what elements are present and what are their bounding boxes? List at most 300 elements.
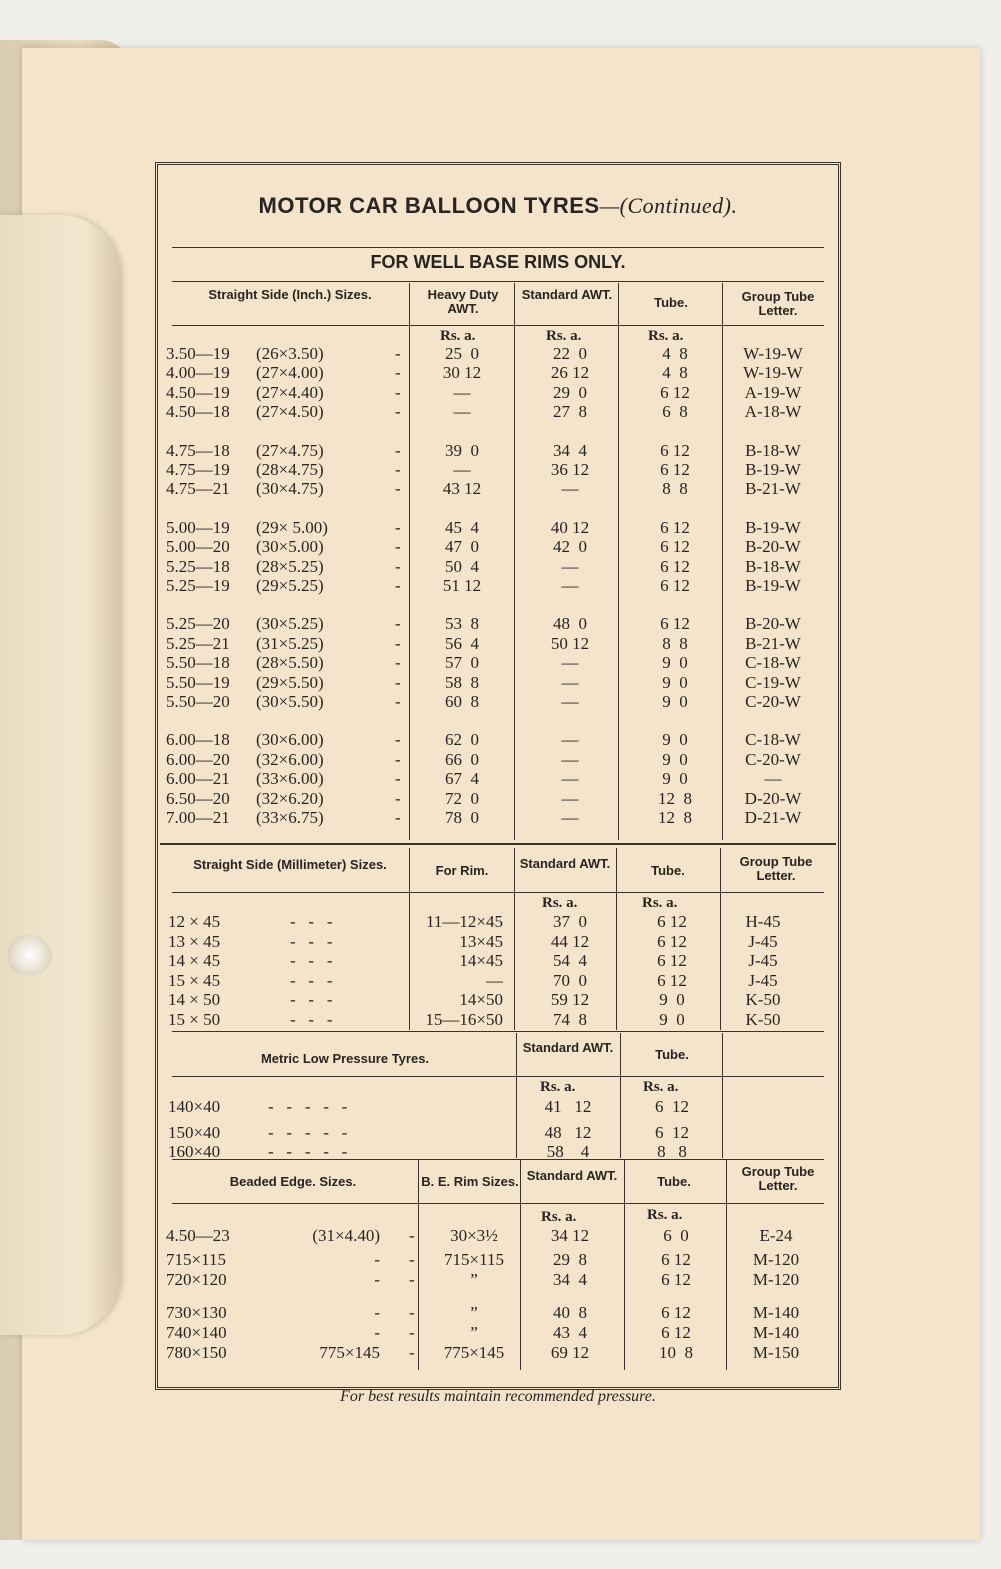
tube-price-cell: 6 0 [663,1226,689,1245]
heavy-duty-price-cell: 56 4 [445,633,479,653]
rim-cell: 11—12×45 [426,912,503,931]
table-row [0,518,1001,538]
dash-cell: - - - [290,951,333,970]
table-row [0,990,1001,1010]
standard-price-cell: 59 12 [550,990,590,1009]
dash-cell: - [395,479,401,499]
tube-price-cell: 8 8 [662,633,688,653]
equivalent-size-cell: (29×5.25) [256,576,324,595]
equivalent-size-cell: (26×3.50) [256,344,324,363]
group-tube-letter-cell: D-21-W [744,808,802,827]
dash-cell: - [395,382,401,402]
table-row [0,479,1001,499]
equivalent-size-cell: (31×4.40) [312,1226,380,1245]
group-tube-letter-cell: K-50 [745,990,781,1009]
be-rim-size-cell: 775×145 [443,1343,505,1362]
size-cell: 5.00—19 [166,517,230,537]
group-tube-letter-cell: C-20-W [745,749,801,769]
size-cell: 4.75—19 [166,460,230,479]
tube-price-cell: 12 8 [658,808,692,827]
dash-cell: - [395,633,401,653]
standard-price-cell: 40 12 [550,517,590,537]
equivalent-size-cell: (31×5.25) [256,633,324,653]
group-tube-letter-cell: C-20-W [745,692,801,711]
header-standard: Standard AWT. [519,856,611,871]
dash-cell: - [395,730,401,750]
group-tube-letter-cell: W-19-W [743,363,803,383]
group-tube-letter-cell: M-120 [752,1270,800,1289]
equivalent-size-cell: - [374,1303,380,1322]
divider [172,247,824,248]
table-row [0,383,1001,403]
rim-cell: 15—16×50 [425,1009,503,1029]
size-cell: 5.25—19 [166,576,230,595]
heavy-duty-price-cell: 43 12 [442,479,482,499]
group-tube-letter-cell: C-18-W [745,730,801,750]
dash-cell: - - - [290,912,333,931]
group-tube-letter-cell: A-18-W [744,402,802,422]
tube-price-cell: 6 12 [660,460,690,479]
footer-note: For best results maintain recommended pressure. [340,1388,656,1405]
heavy-duty-price-cell: 67 4 [445,769,479,789]
tube-price-cell: 8 8 [662,479,688,499]
header-beaded-edge: Beaded Edge. Sizes. [229,1174,357,1189]
size-cell: 4.50—19 [166,382,230,402]
table-row [0,769,1001,789]
group-tube-letter-cell: C-19-W [745,672,801,692]
table-row [0,1303,1001,1323]
unit-label: Rs. a. [541,1209,577,1225]
group-tube-letter-cell: W-19-W [743,344,803,363]
tube-price-cell: 9 0 [662,653,688,673]
standard-price-cell: 42 0 [553,537,587,557]
table-row [0,1226,1001,1246]
table-row [0,1343,1001,1363]
standard-price-cell: 54 4 [553,951,587,970]
table-row [0,634,1001,654]
standard-price-cell: 26 12 [550,363,590,383]
heavy-duty-price-cell: 51 12 [442,576,482,595]
size-cell: 5.50—18 [166,653,230,673]
standard-price-cell: — [561,556,579,576]
title-continued: —(Continued). [599,193,738,218]
dash-cell: - [395,556,401,576]
dash-cell: - [395,402,401,422]
dash-cell: - [395,749,401,769]
dash-cell: - [395,344,401,363]
equivalent-size-cell: - [374,1250,380,1269]
size-cell: 14 × 50 [168,990,221,1009]
table-row [0,1010,1001,1030]
dash-cell: - [395,440,401,460]
tube-price-cell: 10 8 [659,1343,693,1362]
table-row [0,673,1001,693]
table-row [0,730,1001,750]
heavy-duty-price-cell: 78 0 [445,808,479,827]
size-cell: 160×40 [168,1142,221,1161]
heavy-duty-price-cell: 50 4 [445,556,479,576]
standard-price-cell: 69 12 [550,1343,590,1362]
size-cell: 3.50—19 [166,344,230,363]
size-cell: 715×115 [166,1250,226,1269]
standard-price-cell: 74 8 [553,1009,587,1029]
standard-price-cell: 22 0 [553,344,587,363]
standard-price-cell: — [561,479,579,499]
equivalent-size-cell: (30×5.00) [256,537,324,557]
heavy-duty-price-cell: 45 4 [445,517,479,537]
standard-price-cell: 50 12 [550,633,590,653]
unit-label: Rs. a. [542,895,578,911]
equivalent-size-cell: (30×4.75) [256,479,324,499]
divider [172,892,824,893]
standard-price-cell: 48 12 [544,1123,592,1142]
table-row [0,1123,1001,1143]
heavy-duty-price-cell: 25 0 [445,344,479,363]
group-tube-letter-cell: — [764,769,782,789]
group-tube-letter-cell: B-18-W [745,440,801,460]
group-tube-letter-cell: C-18-W [745,653,801,673]
table-row [0,971,1001,991]
standard-price-cell: 29 0 [553,382,587,402]
heavy-duty-price-cell: 30 12 [442,363,482,383]
table-row [0,537,1001,557]
group-tube-letter-cell: A-19-W [744,382,802,402]
unit-label: Rs. a. [647,1207,683,1223]
equivalent-size-cell: (33×6.00) [256,769,324,789]
table-row [0,912,1001,932]
equivalent-size-cell: (30×6.00) [256,730,324,750]
tube-price-cell: 9 0 [659,1009,685,1029]
dash-cell: - [395,363,401,383]
group-tube-letter-cell: M-140 [752,1323,800,1342]
equivalent-size-cell: - [374,1270,380,1289]
heavy-duty-price-cell: 66 0 [445,749,479,769]
group-tube-letter-cell: B-19-W [745,517,801,537]
heavy-duty-price-cell: — [453,382,471,402]
heavy-duty-price-cell: — [453,402,471,422]
standard-price-cell: — [561,730,579,750]
table-row [0,1097,1001,1117]
tube-price-cell: 9 0 [662,730,688,750]
rim-cell: — [486,970,503,990]
size-cell: 6.50—20 [166,788,230,808]
header-standard: Standard AWT. [521,287,613,302]
size-cell: 4.75—21 [166,479,230,499]
group-tube-letter-cell: B-19-W [745,460,801,479]
size-cell: 5.25—21 [166,633,230,653]
equivalent-size-cell: (32×6.20) [256,788,324,808]
size-cell: 4.00—19 [166,363,230,383]
be-rim-size-cell: 30×3½ [450,1226,498,1245]
table-row [0,789,1001,809]
tube-price-cell: 6 12 [660,517,690,537]
be-rim-size-cell: ” [470,1303,478,1322]
group-tube-letter-cell: H-45 [745,912,781,931]
group-tube-letter-cell: B-20-W [745,537,801,557]
tube-price-cell: 12 8 [658,788,692,808]
dash-cell: - [395,672,401,692]
tube-price-cell: 6 12 [655,1097,689,1116]
heavy-duty-price-cell: 39 0 [445,440,479,460]
table-row [0,1250,1001,1270]
dash-cell: - [395,537,401,557]
tube-price-cell: 6 12 [660,440,690,460]
table-row [0,344,1001,364]
dash-cell: - [409,1270,415,1289]
table-row [0,1323,1001,1343]
tube-price-cell: 6 8 [662,402,688,422]
tube-price-cell: 6 12 [657,931,687,951]
table-row [0,363,1001,383]
divider [172,1076,824,1077]
table-row [0,557,1001,577]
standard-price-cell: 70 0 [553,970,587,990]
header-standard: Standard AWT. [526,1168,618,1183]
tube-price-cell: 9 0 [659,990,685,1009]
table-row [0,460,1001,480]
size-cell: 150×40 [168,1123,221,1142]
table-row [0,653,1001,673]
tube-price-cell: 6 12 [657,970,687,990]
group-tube-letter-cell: J-45 [748,951,778,970]
size-cell: 5.25—18 [166,556,230,576]
header-metric-low-pressure: Metric Low Pressure Tyres. [260,1051,430,1066]
equivalent-size-cell: (28×4.75) [256,460,324,479]
table-row [0,441,1001,461]
group-tube-letter-cell: K-50 [745,1009,781,1029]
equivalent-size-cell: (28×5.25) [256,556,324,576]
standard-price-cell: 44 12 [550,931,590,951]
tube-price-cell: 4 8 [662,363,688,383]
divider [172,1031,824,1032]
unit-label: Rs. a. [642,895,678,911]
tube-price-cell: 4 8 [662,344,688,363]
size-cell: 4.50—23 [166,1226,230,1245]
standard-price-cell: — [561,788,579,808]
equivalent-size-cell: (27×4.50) [256,402,324,422]
heavy-duty-price-cell: 57 0 [445,653,479,673]
size-cell: 740×140 [166,1323,227,1342]
dash-cell: - [409,1303,415,1322]
equivalent-size-cell: 775×145 [319,1343,380,1362]
dash-cell: - - - - - [268,1123,348,1142]
table-row [0,951,1001,971]
size-cell: 5.00—20 [166,537,230,557]
standard-price-cell: — [561,808,579,827]
dash-cell: - - - [290,970,333,990]
unit-label: Rs. a. [643,1079,679,1095]
dash-cell: - [409,1343,415,1362]
group-tube-letter-cell: B-20-W [745,614,801,634]
header-straight-side-inch: Straight Side (Inch.) Sizes. [208,287,372,302]
rim-cell: 14×50 [459,990,503,1009]
tube-price-cell: 8 8 [657,1142,687,1161]
dash-cell: - [395,808,401,827]
rim-cell: 13×45 [459,931,503,951]
equivalent-size-cell: (27×4.40) [256,382,324,402]
table-row [0,808,1001,828]
size-cell: 15 × 50 [168,1009,221,1029]
size-cell: 4.75—18 [166,440,230,460]
tube-price-cell: 6 12 [661,1250,691,1269]
size-cell: 14 × 45 [168,951,221,970]
equivalent-size-cell: (29×5.50) [256,672,324,692]
dash-cell: - [395,517,401,537]
header-tube: Tube. [657,1174,691,1189]
divider [172,325,824,326]
header-heavy-duty: Heavy Duty AWT. [427,287,499,316]
dash-cell: - - - - - [268,1097,348,1116]
standard-price-cell: 37 0 [553,912,587,931]
dash-cell: - - - [290,931,333,951]
equivalent-size-cell: (27×4.75) [256,440,324,460]
heavy-duty-price-cell: 72 0 [445,788,479,808]
standard-price-cell: — [561,653,579,673]
size-cell: 5.50—19 [166,672,230,692]
size-cell: 140×40 [168,1097,221,1116]
unit-label: Rs. a. [546,328,582,344]
unit-label: Rs. a. [540,1079,576,1095]
header-group-tube-letter: Group Tube Letter. [741,1164,815,1193]
dash-cell: - - - [290,990,333,1009]
standard-price-cell: 34 4 [553,440,587,460]
size-cell: 720×120 [166,1270,227,1289]
size-cell: 12 × 45 [168,912,221,931]
heavy-duty-price-cell: — [453,460,471,479]
table-row [0,576,1001,596]
unit-label: Rs. a. [648,328,684,344]
table-row [0,614,1001,634]
page-title [160,193,836,219]
header-be-rim-sizes: B. E. Rim Sizes. [421,1174,519,1189]
heavy-duty-price-cell: 58 8 [445,672,479,692]
standard-price-cell: 34 4 [553,1270,587,1289]
equivalent-size-cell: (30×5.25) [256,614,324,634]
standard-price-cell: 29 8 [553,1250,587,1269]
group-tube-letter-cell: D-20-W [744,788,802,808]
dash-cell: - - - [290,1009,333,1029]
dash-cell: - [395,614,401,634]
heavy-duty-price-cell: 47 0 [445,537,479,557]
tube-price-cell: 6 12 [660,614,690,634]
standard-price-cell: 34 12 [550,1226,590,1245]
group-tube-letter-cell: M-140 [752,1303,800,1322]
header-for-rim: For Rim. [435,863,489,878]
be-rim-size-cell: ” [470,1323,478,1342]
header-standard: Standard AWT. [522,1040,614,1055]
table-row [0,932,1001,952]
dash-cell: - [409,1226,415,1245]
rim-cell: 14×45 [459,951,503,970]
equivalent-size-cell: (30×5.50) [256,692,324,711]
size-cell: 6.00—21 [166,769,230,789]
size-cell: 780×150 [166,1343,227,1362]
header-group-tube-letter: Group Tube Letter. [741,289,815,318]
group-tube-letter-cell: B-19-W [745,576,801,595]
standard-price-cell: — [561,769,579,789]
subtitle: FOR WELL BASE RIMS ONLY. [370,252,626,272]
size-cell: 13 × 45 [168,931,221,951]
size-cell: 15 × 45 [168,970,221,990]
tube-price-cell: 6 12 [655,1123,689,1142]
group-tube-letter-cell: M-120 [752,1250,800,1269]
standard-price-cell: — [561,749,579,769]
tube-price-cell: 6 12 [660,537,690,557]
size-cell: 5.25—20 [166,614,230,634]
tube-price-cell: 6 12 [657,951,687,970]
divider [172,281,824,282]
tube-price-cell: 6 12 [657,912,687,931]
tube-price-cell: 6 12 [661,1303,691,1322]
size-cell: 730×130 [166,1303,227,1322]
standard-price-cell: — [561,576,579,595]
table-row [0,750,1001,770]
table-row [0,402,1001,422]
dash-cell: - [395,653,401,673]
size-cell: 7.00—21 [166,808,230,827]
header-tube: Tube. [655,1047,689,1062]
tube-price-cell: 9 0 [662,672,688,692]
header-straight-side-mm: Straight Side (Millimeter) Sizes. [193,857,387,872]
group-tube-letter-cell: E-24 [759,1226,793,1245]
equivalent-size-cell: (32×6.00) [256,749,324,769]
dash-cell: - [395,460,401,479]
standard-price-cell: 58 4 [546,1142,590,1161]
group-tube-letter-cell: J-45 [748,931,778,951]
equivalent-size-cell: - [374,1323,380,1342]
tube-price-cell: 6 12 [661,1270,691,1289]
tube-price-cell: 6 12 [660,576,690,595]
standard-price-cell: 36 12 [550,460,590,479]
dash-cell: - [395,692,401,711]
standard-price-cell: — [561,692,579,711]
equivalent-size-cell: (28×5.50) [256,653,324,673]
tube-price-cell: 6 12 [660,382,690,402]
dash-cell: - - - - - [268,1142,348,1161]
dash-cell: - [409,1250,415,1269]
heavy-duty-price-cell: 53 8 [445,614,479,634]
group-tube-letter-cell: M-150 [752,1343,800,1362]
group-tube-letter-cell: B-21-W [745,633,801,653]
standard-price-cell: 43 4 [553,1323,587,1342]
equivalent-size-cell: (27×4.00) [256,363,324,383]
table-row [0,1270,1001,1290]
dash-cell: - [409,1323,415,1342]
dash-cell: - [395,788,401,808]
be-rim-size-cell: 715×115 [444,1250,504,1269]
heavy-duty-price-cell: 60 8 [445,692,479,711]
header-tube: Tube. [651,863,685,878]
group-tube-letter-cell: B-18-W [745,556,801,576]
header-group-tube-letter: Group Tube Letter. [739,854,813,883]
tube-price-cell: 6 12 [660,556,690,576]
size-cell: 4.50—18 [166,402,230,422]
dash-cell: - [395,769,401,789]
standard-price-cell: — [561,672,579,692]
standard-price-cell: 41 12 [544,1097,592,1116]
tube-price-cell: 9 0 [662,692,688,711]
title-main: MOTOR CAR BALLOON TYRES [258,193,600,218]
standard-price-cell: 40 8 [553,1303,587,1322]
be-rim-size-cell: ” [470,1270,478,1289]
standard-price-cell: 48 0 [553,614,587,634]
unit-label: Rs. a. [440,328,476,344]
size-cell: 6.00—20 [166,749,230,769]
heavy-duty-price-cell: 62 0 [445,730,479,750]
size-cell: 5.50—20 [166,692,230,711]
divider [160,843,836,845]
tube-price-cell: 9 0 [662,769,688,789]
